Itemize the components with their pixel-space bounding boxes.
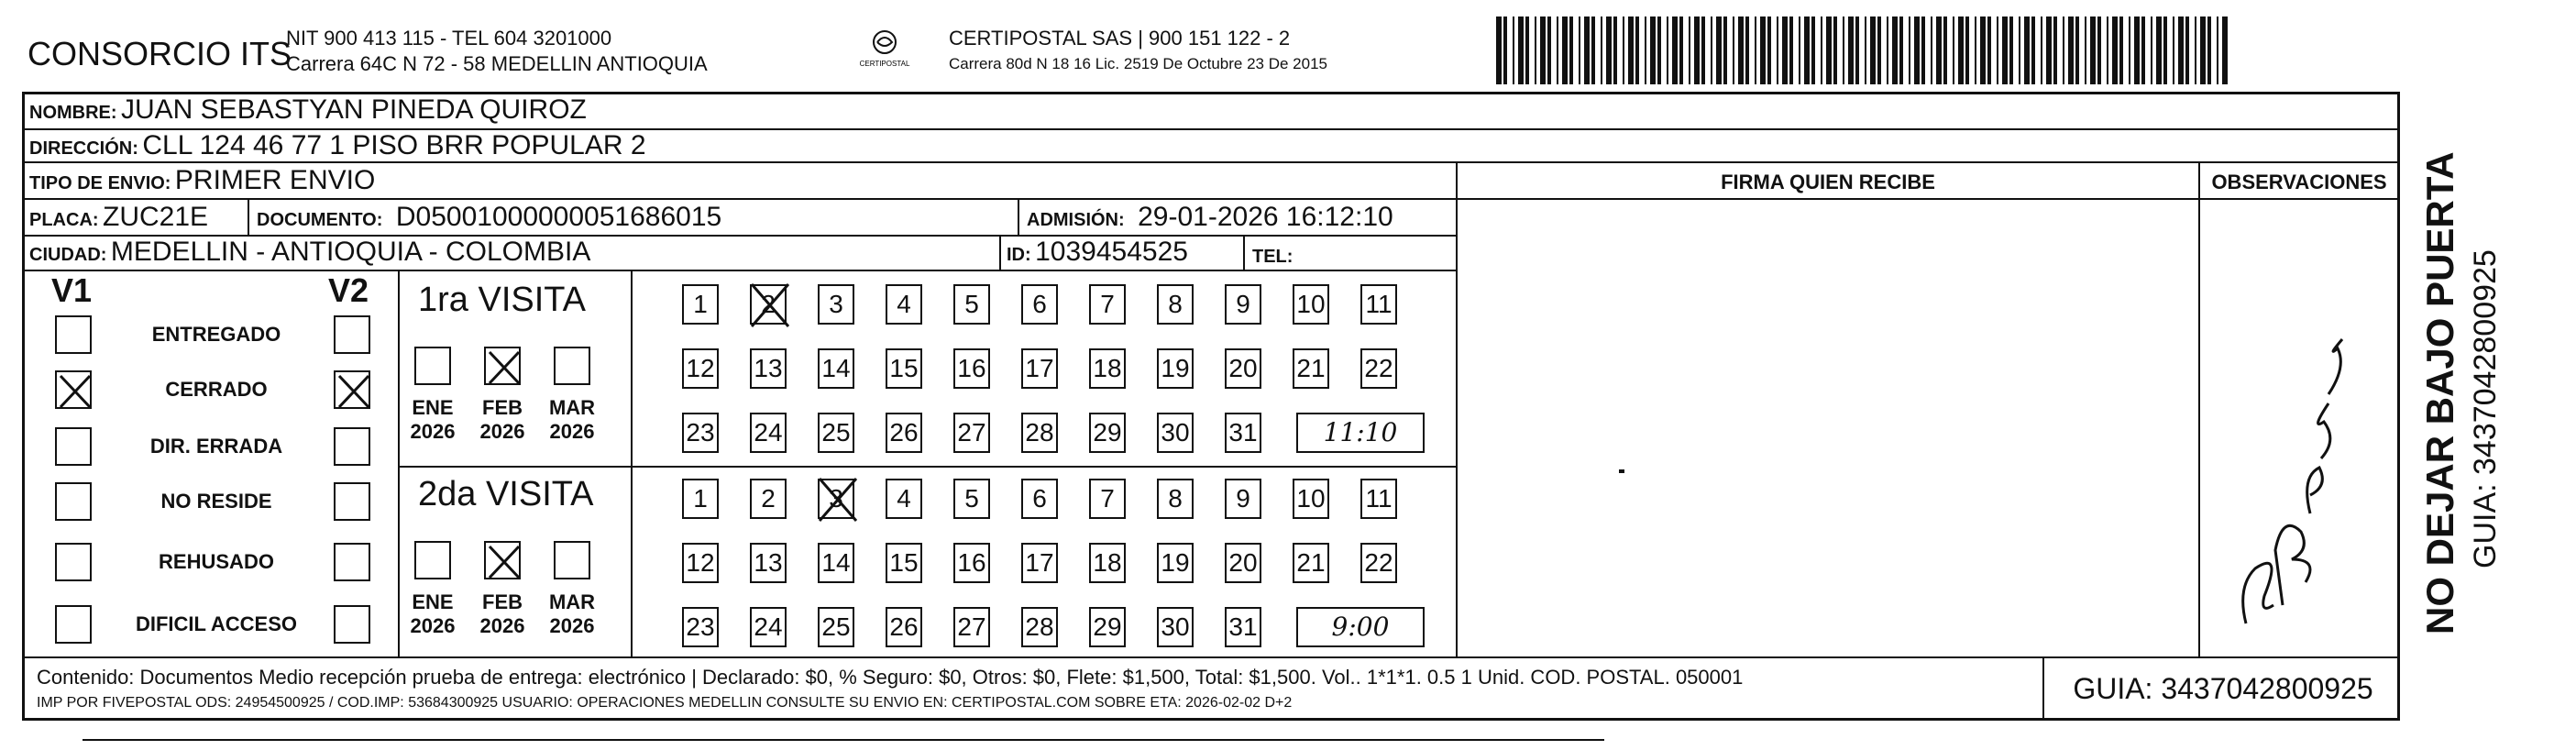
direccion-row xyxy=(29,130,646,161)
barcode-bar xyxy=(2075,17,2079,84)
day-box[interactable]: 2 xyxy=(750,479,787,519)
month-label xyxy=(401,396,465,444)
month-year: 2026 xyxy=(410,614,456,637)
barcode-bar xyxy=(1672,17,1678,84)
tipo-label: TIPO DE ENVIO: xyxy=(29,173,171,193)
barcode-bar xyxy=(2019,17,2020,84)
day-box[interactable]: 2 xyxy=(750,284,787,325)
barcode-bar xyxy=(1535,17,1536,84)
tipo-row xyxy=(29,165,375,196)
handwritten-time: 9:00 xyxy=(1296,607,1425,647)
barcode-bar xyxy=(1936,17,1942,84)
day-box[interactable]: 20 xyxy=(1225,543,1261,583)
ciudad-value: MEDELLIN - ANTIOQUIA - COLOMBIA xyxy=(110,237,591,267)
day-box[interactable]: 7 xyxy=(1089,479,1126,519)
admision-value: 29-01-2026 16:12:10 xyxy=(1138,202,1393,232)
day-box[interactable]: 25 xyxy=(818,413,854,453)
day-box[interactable]: 4 xyxy=(886,284,922,325)
documento-cell xyxy=(257,202,721,233)
barcode-bar xyxy=(1723,17,1727,84)
barcode-bar xyxy=(2068,17,2074,84)
month-label xyxy=(470,590,534,638)
direccion-value: CLL 124 46 77 1 PISO BRR POPULAR 2 xyxy=(142,130,646,160)
barcode-bar xyxy=(1980,17,1986,84)
day-box[interactable]: 8 xyxy=(1157,284,1194,325)
day-box[interactable]: 19 xyxy=(1157,348,1194,389)
barcode-bar xyxy=(1767,17,1771,84)
col-divider xyxy=(999,235,1001,270)
month-year: 2026 xyxy=(549,420,595,443)
certipostal-logo xyxy=(853,28,917,73)
barcode-bar xyxy=(2141,17,2145,84)
day-box[interactable]: 10 xyxy=(1293,479,1329,519)
barcode-bar xyxy=(1755,17,1756,84)
barcode-bar xyxy=(2085,17,2086,84)
v1-checkbox[interactable] xyxy=(55,482,92,521)
barcode-bar xyxy=(1733,17,1734,84)
guia-box: GUIA: 3437042800925 xyxy=(2042,656,2402,721)
day-box[interactable]: 15 xyxy=(886,348,922,389)
barcode-bar xyxy=(1943,17,1947,84)
barcode-bar xyxy=(1855,17,1859,84)
day-box[interactable]: 24 xyxy=(750,413,787,453)
company-nit-line: NIT 900 413 115 - TEL 604 3201000 xyxy=(286,27,612,50)
row-divider xyxy=(22,198,2400,200)
tel-cell xyxy=(1252,238,1293,270)
barcode-bar xyxy=(1496,17,1502,84)
barcode-bar xyxy=(2207,17,2211,84)
visita-title: 2da VISITA xyxy=(418,475,594,513)
company-address-line: Carrera 64C N 72 - 58 MEDELLIN ANTIOQUIA xyxy=(286,52,708,75)
side-guia: GUIA: 3437042800925 xyxy=(2468,249,2503,568)
v2-checkbox[interactable] xyxy=(334,605,370,644)
firma-header: FIRMA QUIEN RECIBE xyxy=(1721,171,1935,193)
day-box[interactable]: 8 xyxy=(1157,479,1194,519)
barcode-bar xyxy=(1525,17,1529,84)
barcode-bar xyxy=(1562,17,1568,84)
barcode-bar xyxy=(2024,17,2030,84)
placa-cell xyxy=(29,202,208,233)
admision-cell xyxy=(1027,202,1393,233)
barcode-bar xyxy=(1958,17,1964,84)
day-box[interactable]: 5 xyxy=(953,479,990,519)
day-box[interactable]: 21 xyxy=(1293,543,1329,583)
barcode-bar xyxy=(1601,17,1602,84)
barcode-bar xyxy=(1623,17,1624,84)
day-box[interactable]: 16 xyxy=(953,348,990,389)
barcode-bar xyxy=(1584,17,1590,84)
day-box[interactable]: 15 xyxy=(886,543,922,583)
day-box[interactable]: 19 xyxy=(1157,543,1194,583)
barcode-bar xyxy=(1745,17,1749,84)
day-box[interactable]: 3 xyxy=(818,284,854,325)
footer-content-line: Contenido: Documentos Medio recepción prueba de entrega: electrónico | Declarado: $0, % Seguro: $0, Otros: $0, Flete: $1,500, Total: $1,500. Vol.. 1*1*1. 0.5 1 Unid. COD. POSTAL. 050001 xyxy=(37,666,1744,689)
month-checkbox[interactable] xyxy=(484,541,521,579)
placa-value: ZUC21E xyxy=(103,202,209,232)
barcode-bar xyxy=(1738,17,1744,84)
barcode-bar xyxy=(1711,17,1712,84)
month-checkbox[interactable] xyxy=(554,541,590,579)
barcode-bar xyxy=(1870,17,1876,84)
day-box[interactable]: 22 xyxy=(1360,543,1397,583)
certipostal-info xyxy=(949,26,1327,77)
barcode-bar xyxy=(2178,17,2184,84)
barcode-bar xyxy=(1591,17,1595,84)
barcode-bar xyxy=(1557,17,1558,84)
day-box[interactable]: 29 xyxy=(1089,413,1126,453)
barcode-bar xyxy=(1518,17,1524,84)
barcode-bar xyxy=(1760,17,1766,84)
ciudad-label: CIUDAD: xyxy=(29,245,107,265)
barcode-bar xyxy=(1569,17,1573,84)
signature-dot xyxy=(1619,469,1624,473)
col-divider xyxy=(398,270,400,656)
barcode-bar xyxy=(1921,17,1925,84)
barcode-bar xyxy=(1782,17,1788,84)
month-name: MAR xyxy=(548,396,596,419)
barcode-bar xyxy=(1931,17,1932,84)
v2-header: V2 xyxy=(328,271,369,309)
barcode-bar xyxy=(1657,17,1661,84)
day-box[interactable]: 1 xyxy=(682,479,719,519)
barcode-bar xyxy=(1606,17,1612,84)
day-box[interactable]: 16 xyxy=(953,543,990,583)
barcode-bar xyxy=(1892,17,1898,84)
barcode-bar xyxy=(1826,17,1832,84)
v1-checkbox[interactable] xyxy=(55,543,92,581)
month-label xyxy=(401,590,465,638)
barcode-bar xyxy=(1909,17,1910,84)
company-name: CONSORCIO ITS xyxy=(28,35,292,72)
day-box[interactable]: 23 xyxy=(682,413,719,453)
month-year: 2026 xyxy=(410,420,456,443)
barcode-bar xyxy=(2200,17,2206,84)
day-box[interactable]: 23 xyxy=(682,607,719,647)
day-box[interactable]: 11 xyxy=(1360,479,1397,519)
barcode-bar xyxy=(1965,17,1969,84)
day-box[interactable]: 9 xyxy=(1225,284,1261,325)
barcode-bar xyxy=(1613,17,1617,84)
barcode-bar xyxy=(1645,17,1646,84)
barcode-bar xyxy=(1579,17,1580,84)
day-box[interactable]: 30 xyxy=(1157,413,1194,453)
month-name: FEB xyxy=(482,590,523,613)
month-year: 2026 xyxy=(479,420,525,443)
barcode-bar xyxy=(1821,17,1822,84)
day-box[interactable]: 21 xyxy=(1293,348,1329,389)
nombre-value: JUAN SEBASTYAN PINEDA QUIROZ xyxy=(121,94,587,125)
barcode-bar xyxy=(1987,17,1991,84)
v1-checkbox[interactable] xyxy=(55,315,92,354)
day-box[interactable]: 18 xyxy=(1089,348,1126,389)
side-warning: NO DEJAR BAJO PUERTA xyxy=(2418,151,2461,634)
barcode-bar xyxy=(1887,17,1888,84)
barcode-bar xyxy=(1503,17,1507,84)
barcode-bar xyxy=(1547,17,1551,84)
day-box[interactable]: 22 xyxy=(1360,348,1397,389)
barcode-bar xyxy=(2002,17,2008,84)
v2-checkbox[interactable] xyxy=(334,482,370,521)
barcode-bar xyxy=(1997,17,1998,84)
day-box[interactable]: 31 xyxy=(1225,607,1261,647)
footer-print-line: IMP POR FIVEPOSTAL ODS: 24954500925 / COD.IMP: 53684300925 USUARIO: OPERACIONES MEDELLIN CONSULTE SU ENVIO EN: CERTIPOSTAL.COM SOBRE ETA: 2026-02-02 D+2 xyxy=(37,695,1293,711)
barcode-bar xyxy=(2217,17,2218,84)
day-box[interactable]: 17 xyxy=(1021,348,1058,389)
barcode-bar xyxy=(2134,17,2140,84)
day-box[interactable]: 20 xyxy=(1225,348,1261,389)
barcode-bar xyxy=(1513,17,1514,84)
status-label: CERRADO xyxy=(165,378,268,401)
barcode-bar xyxy=(1635,17,1639,84)
status-label: DIFICIL ACCESO xyxy=(135,612,297,635)
month-name: MAR xyxy=(548,590,596,613)
month-label xyxy=(540,396,604,444)
month-checkbox[interactable] xyxy=(484,347,521,385)
barcode-bar xyxy=(2053,17,2057,84)
barcode-bar xyxy=(1716,17,1722,84)
month-name: ENE xyxy=(412,590,454,613)
barcode-bar xyxy=(2195,17,2196,84)
barcode-bar xyxy=(2031,17,2035,84)
barcode-bar xyxy=(2173,17,2174,84)
tipo-value: PRIMER ENVIO xyxy=(174,165,376,195)
day-box[interactable]: 1 xyxy=(682,284,719,325)
v1-checkbox[interactable] xyxy=(55,427,92,466)
certipostal-nit-line: CERTIPOSTAL SAS | 900 151 122 - 2 xyxy=(949,27,1291,50)
barcode-bar xyxy=(2009,17,2013,84)
day-box[interactable]: 5 xyxy=(953,284,990,325)
day-box[interactable]: 6 xyxy=(1021,284,1058,325)
barcode-bar xyxy=(1833,17,1837,84)
barcode-bar xyxy=(1650,17,1656,84)
barcode-bar xyxy=(2107,17,2108,84)
barcode-bar xyxy=(1679,17,1683,84)
col-divider xyxy=(248,198,249,235)
day-box[interactable]: 28 xyxy=(1021,413,1058,453)
ciudad-cell xyxy=(29,237,590,268)
barcode-bar xyxy=(2222,17,2228,84)
row-divider xyxy=(22,161,2400,163)
barcode-bar xyxy=(1540,17,1546,84)
v2-checkbox[interactable] xyxy=(334,370,370,409)
placa-label: PLACA: xyxy=(29,210,99,230)
day-box[interactable]: 28 xyxy=(1021,607,1058,647)
status-label: NO RESIDE xyxy=(160,490,272,513)
id-value: 1039454525 xyxy=(1035,237,1188,267)
v2-checkbox[interactable] xyxy=(334,427,370,466)
month-checkbox[interactable] xyxy=(414,347,451,385)
barcode-bar xyxy=(1975,17,1976,84)
col-divider xyxy=(1018,198,1019,235)
day-box[interactable]: 30 xyxy=(1157,607,1194,647)
month-checkbox[interactable] xyxy=(554,347,590,385)
barcode-bar xyxy=(2090,17,2096,84)
day-box[interactable]: 4 xyxy=(886,479,922,519)
documento-value: D05001000000051686015 xyxy=(395,202,722,232)
day-box[interactable]: 11 xyxy=(1360,284,1397,325)
barcode-bar xyxy=(1914,17,1920,84)
day-box[interactable]: 14 xyxy=(818,543,854,583)
day-box[interactable]: 13 xyxy=(750,348,787,389)
barcode-bar xyxy=(1843,17,1844,84)
barcode-bar xyxy=(2119,17,2123,84)
barcode-bar xyxy=(1865,17,1866,84)
col-divider xyxy=(2198,161,2200,656)
barcode-bar xyxy=(1799,17,1800,84)
id-cell xyxy=(1007,237,1188,268)
barcode-bar xyxy=(1694,17,1700,84)
v2-checkbox[interactable] xyxy=(334,543,370,581)
day-box[interactable]: 17 xyxy=(1021,543,1058,583)
barcode-bar xyxy=(1689,17,1690,84)
certipostal-address-line: Carrera 80d N 18 16 Lic. 2519 De Octubre 23 De 2015 xyxy=(949,55,1327,72)
day-box[interactable]: 26 xyxy=(886,607,922,647)
status-label: REHUSADO xyxy=(159,550,274,573)
admision-label: ADMISIÓN: xyxy=(1027,210,1125,230)
day-box[interactable]: 14 xyxy=(818,348,854,389)
handwritten-time: 11:10 xyxy=(1296,413,1425,453)
col-divider xyxy=(631,270,633,656)
status-label: DIR. ERRADA xyxy=(149,435,283,458)
handwritten-signature xyxy=(2218,330,2374,633)
month-label xyxy=(540,590,604,638)
barcode-bar xyxy=(1789,17,1793,84)
barcode-bar xyxy=(2046,17,2052,84)
day-box[interactable]: 6 xyxy=(1021,479,1058,519)
day-box[interactable]: 12 xyxy=(682,543,719,583)
logo-text: CERTIPOSTAL xyxy=(859,60,910,68)
barcode-bar xyxy=(2156,17,2162,84)
month-name: ENE xyxy=(412,396,454,419)
barcode xyxy=(1496,17,2229,84)
direccion-label: DIRECCIÓN: xyxy=(29,138,138,159)
barcode-bar xyxy=(1811,17,1815,84)
month-name: FEB xyxy=(482,396,523,419)
col-divider xyxy=(1456,161,1458,656)
day-box[interactable]: 25 xyxy=(818,607,854,647)
v1-header: V1 xyxy=(51,271,93,309)
day-box[interactable]: 13 xyxy=(750,543,787,583)
barcode-bar xyxy=(1804,17,1810,84)
day-box[interactable]: 9 xyxy=(1225,479,1261,519)
status-label: ENTREGADO xyxy=(151,323,281,346)
company-info xyxy=(286,26,708,77)
col-divider xyxy=(2398,92,2400,721)
barcode-bar xyxy=(1701,17,1705,84)
visita-title: 1ra VISITA xyxy=(418,281,587,319)
barcode-bar xyxy=(2185,17,2189,84)
documento-label: DOCUMENTO: xyxy=(257,210,383,230)
v1-checkbox[interactable] xyxy=(55,370,92,409)
day-box[interactable]: 31 xyxy=(1225,413,1261,453)
barcode-bar xyxy=(2163,17,2167,84)
barcode-bar xyxy=(2041,17,2042,84)
day-box[interactable]: 24 xyxy=(750,607,787,647)
barcode-bar xyxy=(2129,17,2130,84)
col-divider xyxy=(1243,235,1245,270)
barcode-bar xyxy=(1848,17,1854,84)
barcode-bar xyxy=(2063,17,2064,84)
row-divider xyxy=(22,270,1458,271)
day-box[interactable]: 12 xyxy=(682,348,719,389)
tel-label: TEL: xyxy=(1252,247,1294,267)
day-box[interactable]: 26 xyxy=(886,413,922,453)
barcode-bar xyxy=(1667,17,1668,84)
bottom-rule xyxy=(83,739,1604,741)
month-year: 2026 xyxy=(479,614,525,637)
barcode-bar xyxy=(1899,17,1903,84)
barcode-bar xyxy=(1953,17,1954,84)
barcode-bar xyxy=(2097,17,2101,84)
month-checkbox[interactable] xyxy=(414,541,451,579)
v1-checkbox[interactable] xyxy=(55,605,92,644)
v2-checkbox[interactable] xyxy=(334,315,370,354)
day-box[interactable]: 3 xyxy=(818,479,854,519)
month-year: 2026 xyxy=(549,614,595,637)
month-label xyxy=(470,396,534,444)
barcode-bar xyxy=(2151,17,2152,84)
day-box[interactable]: 10 xyxy=(1293,284,1329,325)
day-box[interactable]: 27 xyxy=(953,607,990,647)
day-box[interactable]: 7 xyxy=(1089,284,1126,325)
day-box[interactable]: 18 xyxy=(1089,543,1126,583)
day-box[interactable]: 27 xyxy=(953,413,990,453)
barcode-bar xyxy=(1877,17,1881,84)
row-divider xyxy=(398,466,1458,468)
barcode-bar xyxy=(1628,17,1634,84)
barcode-bar xyxy=(2112,17,2118,84)
barcode-bar xyxy=(1777,17,1778,84)
observaciones-header: OBSERVACIONES xyxy=(2211,171,2387,193)
id-label: ID: xyxy=(1007,245,1031,265)
nombre-row xyxy=(29,94,587,126)
day-box[interactable]: 29 xyxy=(1089,607,1126,647)
nombre-label: NOMBRE: xyxy=(29,103,117,123)
